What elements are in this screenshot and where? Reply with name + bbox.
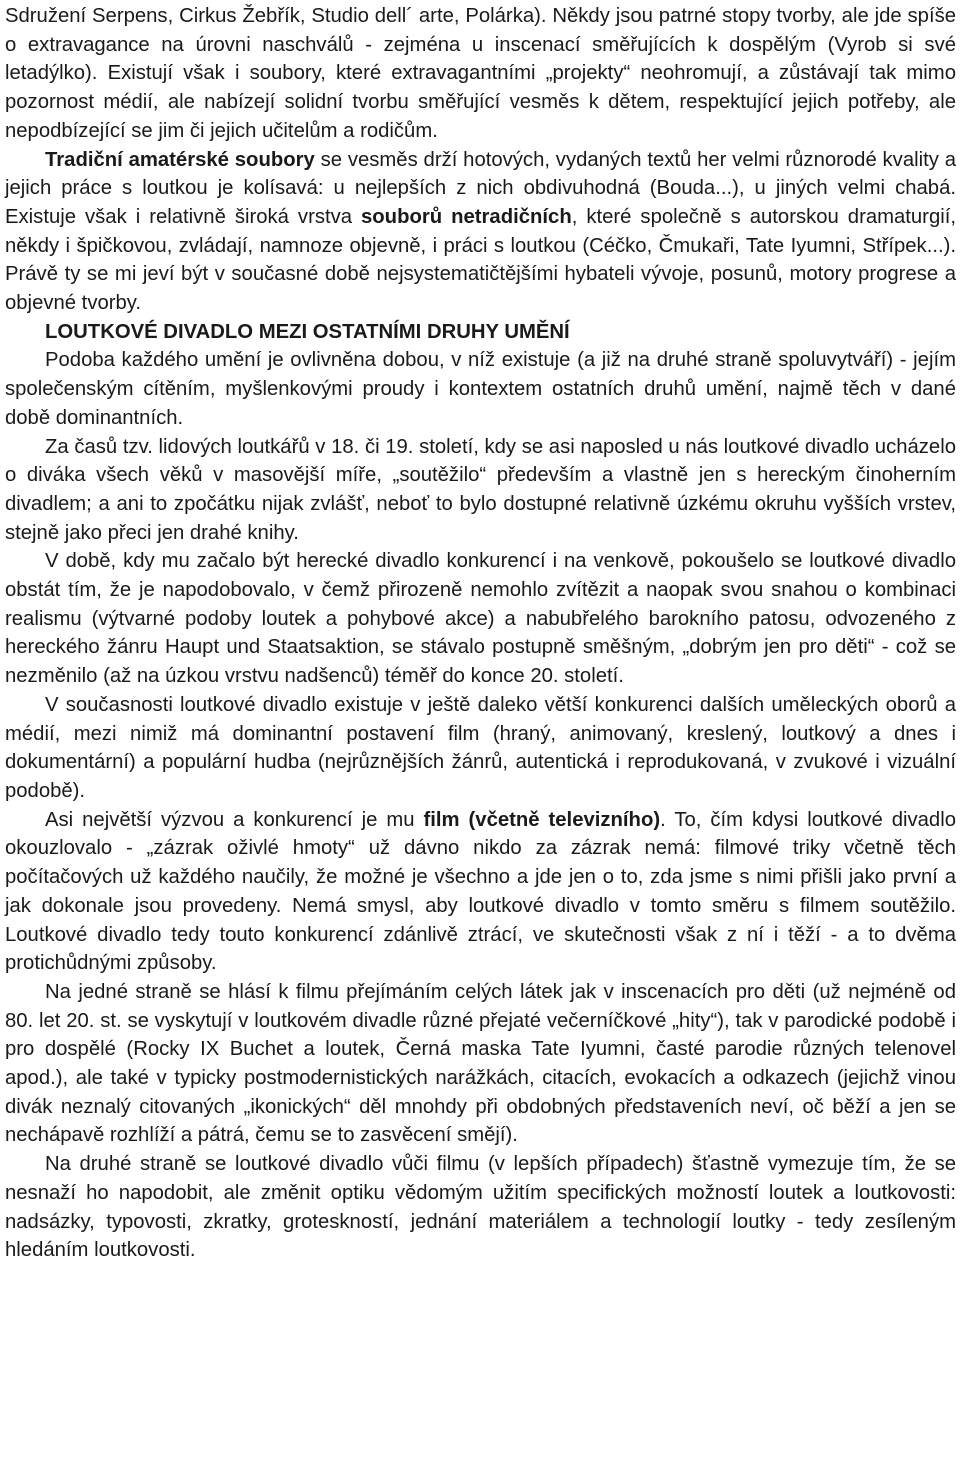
section-heading: LOUTKOVÉ DIVADLO MEZI OSTATNÍMI DRUHY UMĚNÍ — [45, 320, 570, 343]
paragraph-continuation: Sdružení Serpens, Cirkus Žebřík, Studio dell´ arte, Polárka). Někdy jsou patrné stopy tvorby, ale jde spíše o extravagance na úrovni naschválů - zejména u inscenací směřujících k dospělým (Vyrob si své letadýlko). Existují však i soubory, které extravagantními „projekty“ neohromují, a zůstávají tak mimo pozornost médií, ale nabízejí solidní tvorbu směřující vesměs k dětem, respektující jejich potřeby, ale nepodbízející se jim či jejich učitelům a rodičům. — [5, 5, 956, 142]
paragraph-text: , které společně s autorskou dramaturgií, někdy i špičkovou, zvládají, namnoze objevně, i práci s loutkou (Céčko, Čmukaři, Tate Iyumni, Střípek...). Právě ty se mi jeví být v současné době nejsystematičtějšími hybateli vývoje, posunů, motory progrese a objevné tvorby. — [5, 205, 956, 315]
bold-term-nontraditional-ensembles: souborů netradičních — [361, 205, 572, 228]
paragraph-folk-puppeteers: Za časů tzv. lidových loutkářů v 18. či 19. století, kdy se asi naposled u nás loutkové divadlo ucházelo o diváka všech věků v masovější míře, „soutěžilo“ především a vlastně jen s hereckým činoherním divadlem; a ani to zpočátku nijak zvlášť, neboť to bylo dostupné relativně úzkému okruhu vyšších vrstev, stejně jako přeci jen drahé knihy. — [5, 435, 956, 544]
paragraph-art-and-era: Podoba každého umění je ovlivněna dobou, v níž existuje (a již na druhé straně spoluvytváří) - jejím společenským cítěním, myšlenkovými proudy i kontextem ostatních druhů umění, najmě těch v dané době dominantních. — [5, 349, 956, 429]
paragraph-text: Asi největší výzvou a konkurencí je mu — [45, 808, 424, 831]
paragraph-film-challenge — [5, 806, 956, 978]
bold-term-film: film (včetně televizního) — [423, 808, 661, 831]
paragraph-film-distinction: Na druhé straně se loutkové divadlo vůči filmu (v lepších případech) šťastně vymezuje tím, že se nesnaží ho napodobit, ale změnit optiku vědomým užitím specifických možností loutek a loutkovosti: nadsázky, typovosti, zkratky, groteskností, jednání materiálem a technologií loutky - tedy zesíleným hledáním loutkovosti. — [5, 1153, 956, 1262]
paragraph-text: se vesměs drží hotových, vydaných textů her velmi různorodé kvality a jejich práce s loutkou je kolísavá: u nejlepších z nich obdivuhodná (Bouda...), u jiných velmi chabá. Existuje však i relativně široká vrstva — [5, 148, 956, 228]
paragraph-film-adoption: Na jedné straně se hlásí k filmu přejímáním celých látek jak v inscenacích pro děti (už nejméně od 80. let 20. st. se vyskytují v loutkovém divadle různé přejaté večerníčkové „hity“), tak v parodické podobě i pro dospělé (Rocky IX Buchet a loutek, Černá maska Tate Iyumni, časté parodie různých telenovel apod.), ale také v typicky postmodernistických narážkách, citacích, evokacích a odkazech (jejichž vinou divák neznalý citovaných „ikonických“ děl mnohdy při obdobných představeních neví, oč běží a jen se nechápavě rozhlíží a pátrá, čemu se to zasvěcení smějí). — [5, 980, 956, 1147]
paragraph-present-competition: V současnosti loutkové divadlo existuje v ještě daleko větší konkurenci dalších uměleckých oborů a médií, mezi nimiž má dominantní postavení film (hraný, animovaný, kreslený, loutkový a dnes i dokumentární) a populární hudba (nejrůznějších žánrů, autentická i reprodukovaná, v zvukové i vizuální podobě). — [5, 693, 956, 802]
paragraph-theatre-competition: V době, kdy mu začalo být herecké divadlo konkurencí i na venkově, pokoušelo se loutkové divadlo obstát tím, že je napodobovalo, v čemž přirozeně nemohlo zvítězit a naopak svou snahou o kombinaci realismu (výtvarné podoby loutek a pohybové akce) a nabubřelého barokního patosu, odvozeného z hereckého žánru Haupt und Staatsaktion, se stávalo postupně směšným, „dobrým jen pro děti“ - což se nezměnilo (až na úzkou vrstvu nadšenců) téměř do konce 20. století. — [5, 550, 956, 688]
paragraph-traditional-ensembles — [5, 146, 956, 318]
bold-term-traditional-ensembles: Tradiční amatérské soubory — [45, 148, 315, 171]
paragraph-text: . To, čím kdysi loutkové divadlo okouzlovalo - „zázrak oživlé hmoty“ už dávno nikdo za zázrak nemá: filmové triky včetně těch počítačových už každého naučily, že možné je všechno a jde jen o to, zda jsme s nimi přišli jako první a jak dokonale jsou provedeny. Nemá smysl, aby loutkové divadlo v tomto směru s filmem soutěžilo. Loutkové divadlo tedy touto konkurencí zdánlivě ztrácí, ve skutečnosti však z ní i těží - a to dvěma protichůdnými způsoby. — [5, 808, 956, 975]
